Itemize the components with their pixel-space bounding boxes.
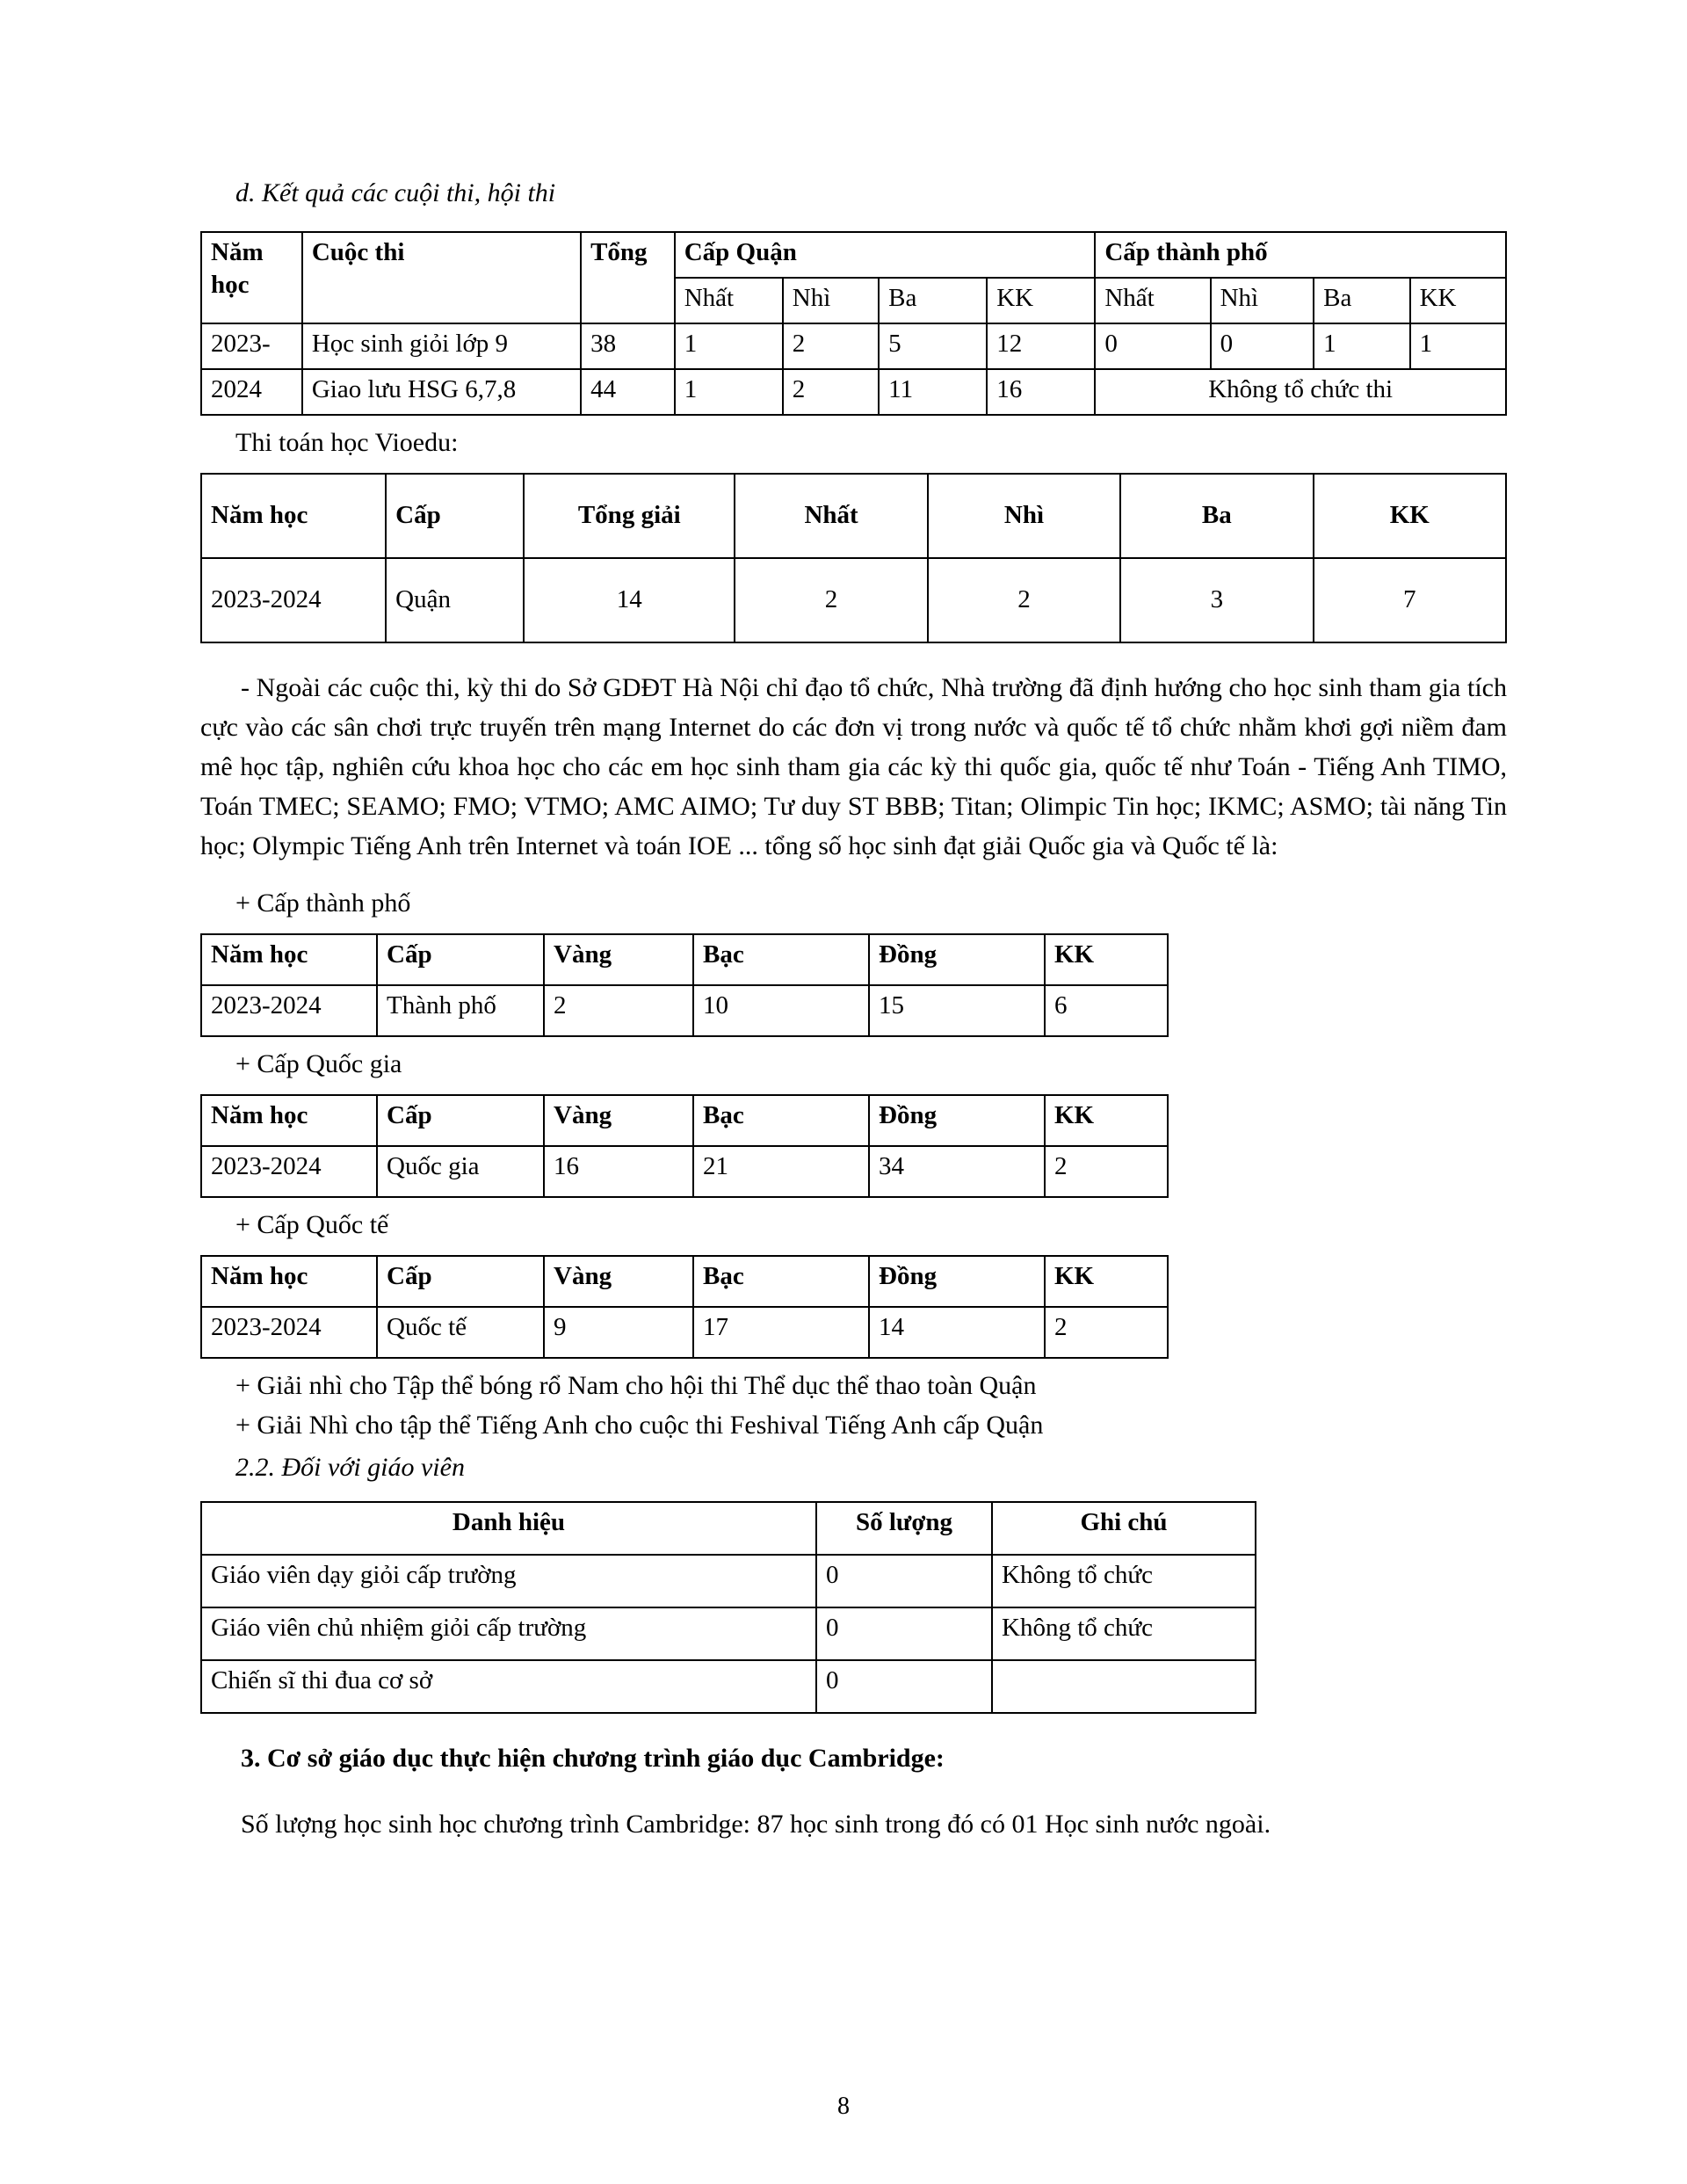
header-level: Cấp <box>377 1095 544 1146</box>
header-district-kk: KK <box>987 278 1095 323</box>
header-contest: Cuộc thi <box>302 232 581 323</box>
cell-quantity: 0 <box>816 1555 992 1607</box>
table-row <box>201 1502 1256 1555</box>
header-title: Danh hiệu <box>201 1502 816 1555</box>
table-row <box>201 1607 1256 1660</box>
cell-level: Quốc tế <box>377 1307 544 1358</box>
page-number: 8 <box>837 2093 850 2120</box>
table-row <box>201 369 1506 415</box>
table-row <box>201 1307 1168 1358</box>
header-total-prizes: Tổng giải <box>524 474 735 558</box>
header-district-first: Nhất <box>675 278 783 323</box>
cell-year: 2023-2024 <box>201 985 377 1036</box>
vioedu-table <box>200 473 1507 643</box>
header-bronze: Đồng <box>869 1095 1045 1146</box>
header-kk: KK <box>1314 474 1506 558</box>
header-city-first: Nhất <box>1095 278 1210 323</box>
cell-silver: 17 <box>693 1307 869 1358</box>
cell-district-third: 11 <box>879 369 987 415</box>
cell-year: 2023-2024 <box>201 1307 377 1358</box>
header-bronze: Đồng <box>869 1256 1045 1307</box>
city-level-caption: + Cấp thành phố <box>235 888 411 918</box>
table-row <box>201 985 1168 1036</box>
header-year: Năm học <box>201 1256 377 1307</box>
table-row <box>201 1555 1256 1607</box>
header-year: Năm học <box>201 1095 377 1146</box>
cell-level: Quận <box>386 558 524 642</box>
cell-note <box>992 1660 1256 1713</box>
international-level-caption: + Cấp Quốc tế <box>235 1209 389 1239</box>
header-kk: KK <box>1045 1256 1168 1307</box>
table-row <box>201 323 1506 369</box>
note-basketball: + Giải nhì cho Tập thể bóng rổ Nam cho hội thi Thể dục thể thao toàn Quận <box>235 1370 1037 1400</box>
cell-note: Không tổ chức <box>992 1607 1256 1660</box>
cell-total-prizes: 14 <box>524 558 735 642</box>
table-row <box>201 1095 1168 1146</box>
cell-district-kk: 12 <box>987 323 1095 369</box>
header-year: Năm học <box>201 232 302 323</box>
cell-kk: 2 <box>1045 1146 1168 1197</box>
paragraph-online-contests: - Ngoài các cuộc thi, kỳ thi do Sở GDĐT Hà Nội chỉ đạo tổ chức, Nhà trường đã định hướng cho học sinh tham gia tích cực vào các sân chơi trực truyến trên mạng Internet do các đơn vị trong nước và quốc tế tổ chức nhằm khơi gợi niềm đam mê học tập, nghiên cứu khoa học cho các em học sinh tham gia các kỳ thi quốc gia, quốc tế như Toán - Tiếng Anh TIMO, Toán TMEC; SEAMO; FMO; VTMO; AMC AIMO; Tư duy ST BBB; Titan; Olimpic Tin học; IKMC; ASMO; tài năng Tin học; Olympic Tiếng Anh trên Internet và toán IOE ... tổng số học sinh đạt giải Quốc gia và Quốc tế là: <box>200 672 1507 860</box>
cell-title: Giáo viên dạy giỏi cấp trường <box>201 1555 816 1607</box>
cell-quantity: 0 <box>816 1660 992 1713</box>
national-medals-table <box>200 1094 1169 1198</box>
header-gold: Vàng <box>544 1095 693 1146</box>
cell-bronze: 14 <box>869 1307 1045 1358</box>
cell-city-second: 0 <box>1211 323 1314 369</box>
teacher-titles-table <box>200 1501 1256 1714</box>
header-city-kk: KK <box>1410 278 1506 323</box>
table-row <box>201 1660 1256 1713</box>
header-city: Cấp thành phố <box>1095 232 1506 278</box>
cell-city-third: 1 <box>1314 323 1409 369</box>
header-gold: Vàng <box>544 1256 693 1307</box>
header-second: Nhì <box>928 474 1120 558</box>
cell-bronze: 34 <box>869 1146 1045 1197</box>
cell-district-kk: 16 <box>987 369 1095 415</box>
table-row <box>201 1146 1168 1197</box>
cell-gold: 9 <box>544 1307 693 1358</box>
contest-results-table <box>200 231 1507 416</box>
teacher-section-heading: 2.2. Đối với giáo viên <box>235 1452 465 1482</box>
header-level: Cấp <box>386 474 524 558</box>
cell-district-third: 5 <box>879 323 987 369</box>
table-row <box>201 232 1506 278</box>
cell-second: 2 <box>928 558 1120 642</box>
cell-kk: 2 <box>1045 1307 1168 1358</box>
header-silver: Bạc <box>693 934 869 985</box>
cell-level: Thành phố <box>377 985 544 1036</box>
header-year: Năm học <box>201 474 386 558</box>
table-row <box>201 1256 1168 1307</box>
header-year: Năm học <box>201 934 377 985</box>
cell-total: 44 <box>581 369 675 415</box>
cell-level: Quốc gia <box>377 1146 544 1197</box>
cell-title: Giáo viên chủ nhiệm giỏi cấp trường <box>201 1607 816 1660</box>
international-medals-table <box>200 1255 1169 1359</box>
cambridge-heading: 3. Cơ sở giáo dục thực hiện chương trình giáo dục Cambridge: <box>241 1744 945 1773</box>
cell-contest: Giao lưu HSG 6,7,8 <box>302 369 581 415</box>
cell-year: 2023-2024 <box>201 1146 377 1197</box>
vioedu-caption: Thi toán học Vioedu: <box>235 427 459 457</box>
national-level-caption: + Cấp Quốc gia <box>235 1048 402 1078</box>
cambridge-paragraph: Số lượng học sinh học chương trình Cambridge: 87 học sinh trong đó có 01 Học sinh nước ngoài. <box>241 1810 1271 1839</box>
cell-silver: 21 <box>693 1146 869 1197</box>
header-first: Nhất <box>735 474 927 558</box>
header-district: Cấp Quận <box>675 232 1096 278</box>
header-kk: KK <box>1045 934 1168 985</box>
header-bronze: Đồng <box>869 934 1045 985</box>
table-row <box>201 934 1168 985</box>
cell-city-note: Không tổ chức thi <box>1095 369 1506 415</box>
section-heading: d. Kết quả các cuội thi, hội thi <box>235 178 556 207</box>
note-english-festival: + Giải Nhì cho tập thể Tiếng Anh cho cuộc thi Feshival Tiếng Anh cấp Quận <box>235 1410 1044 1440</box>
cell-district-second: 2 <box>783 323 879 369</box>
cell-gold: 2 <box>544 985 693 1036</box>
cell-bronze: 15 <box>869 985 1045 1036</box>
header-silver: Bạc <box>693 1095 869 1146</box>
cell-kk: 6 <box>1045 985 1168 1036</box>
header-city-third: Ba <box>1314 278 1409 323</box>
city-medals-table <box>200 933 1169 1037</box>
cell-city-first: 0 <box>1095 323 1210 369</box>
header-district-third: Ba <box>879 278 987 323</box>
cell-contest: Học sinh giỏi lớp 9 <box>302 323 581 369</box>
header-quantity: Số lượng <box>816 1502 992 1555</box>
table-row <box>201 474 1506 558</box>
cell-silver: 10 <box>693 985 869 1036</box>
cell-city-kk: 1 <box>1410 323 1506 369</box>
header-third: Ba <box>1120 474 1313 558</box>
cell-gold: 16 <box>544 1146 693 1197</box>
header-level: Cấp <box>377 934 544 985</box>
cell-year: 2023- <box>201 323 302 369</box>
cell-quantity: 0 <box>816 1607 992 1660</box>
cell-year: 2023-2024 <box>201 558 386 642</box>
cell-kk: 7 <box>1314 558 1506 642</box>
table-row <box>201 558 1506 642</box>
cell-district-first: 1 <box>675 369 783 415</box>
cell-year: 2024 <box>201 369 302 415</box>
header-silver: Bạc <box>693 1256 869 1307</box>
header-note: Ghi chú <box>992 1502 1256 1555</box>
cell-note: Không tổ chức <box>992 1555 1256 1607</box>
header-district-second: Nhì <box>783 278 879 323</box>
cell-first: 2 <box>735 558 927 642</box>
cell-total: 38 <box>581 323 675 369</box>
header-kk: KK <box>1045 1095 1168 1146</box>
header-total: Tổng <box>581 232 675 323</box>
cell-title: Chiến sĩ thi đua cơ sở <box>201 1660 816 1713</box>
cell-third: 3 <box>1120 558 1313 642</box>
cell-district-first: 1 <box>675 323 783 369</box>
header-city-second: Nhì <box>1211 278 1314 323</box>
cell-district-second: 2 <box>783 369 879 415</box>
header-level: Cấp <box>377 1256 544 1307</box>
header-gold: Vàng <box>544 934 693 985</box>
